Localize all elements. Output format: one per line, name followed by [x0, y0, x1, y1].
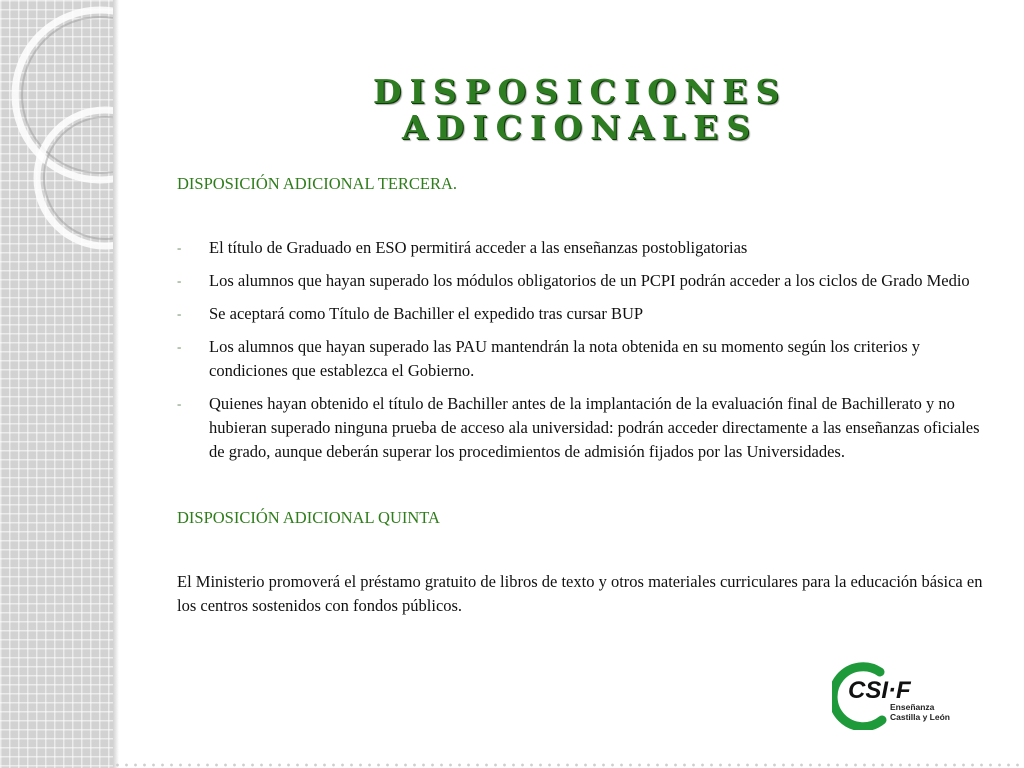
section-paragraph: El Ministerio promoverá el préstamo gratuito de libros de texto y otros materiales curriculares para la educación básica en los centros sostenidos con fondos públicos. — [177, 572, 983, 615]
slide-title-line1: DISPOSICIONES — [372, 72, 788, 112]
logo-caption — [890, 702, 950, 722]
side-panel-shadow — [113, 0, 119, 768]
section-heading-quinta: DISPOSICIÓN ADICIONAL QUINTA — [177, 508, 440, 527]
dash-bullet-icon: - — [177, 273, 182, 288]
bottom-dotted-border — [113, 762, 1024, 768]
list-item-text: Los alumnos que hayan superado los módulos obligatorios de un PCPI podrán acceder a los ciclos de Grado Medio — [209, 271, 970, 290]
slide-title — [260, 74, 900, 146]
decorative-side-panel — [0, 0, 113, 768]
csif-logo — [832, 662, 956, 730]
section-heading-tercera: DISPOSICIÓN ADICIONAL TERCERA. — [177, 174, 458, 193]
dash-bullet-icon: - — [177, 339, 182, 354]
list-item-text: Se aceptará como Título de Bachiller el expedido tras cursar BUP — [209, 304, 644, 323]
list-item — [177, 335, 992, 383]
logo-caption-line2: Castilla y León — [890, 712, 950, 722]
logo-brand-text: CSI·F — [848, 677, 911, 704]
bullet-list — [177, 236, 992, 464]
list-item-text: Los alumnos que hayan superado las PAU mantendrán la nota obtenida en su momento según los criterios y condiciones que establezca el Gobierno. — [209, 337, 921, 380]
dash-bullet-icon: - — [177, 396, 182, 411]
list-item — [177, 269, 992, 293]
slide-title-line2: ADICIONALES — [401, 108, 759, 148]
dash-bullet-icon: - — [177, 240, 182, 255]
slide-content — [177, 172, 992, 618]
list-item-text: Quienes hayan obtenido el título de Bachiller antes de la implantación de la evaluación final de Bachillerato y no hubieran superado ninguna prueba de acceso ala universidad: podrán acceder directamente a las enseñanzas oficiales de grado, aunque deberán superar los procedimientos de admisión fijados por las Universidades. — [209, 394, 980, 461]
dash-bullet-icon: - — [177, 306, 182, 321]
list-item — [177, 392, 992, 464]
logo-caption-line1: Enseñanza — [890, 702, 935, 712]
decorative-rings-icon — [0, 0, 113, 768]
list-item — [177, 302, 992, 326]
list-item — [177, 236, 992, 260]
list-item-text: El título de Graduado en ESO permitirá acceder a las enseñanzas postobligatorias — [209, 238, 748, 257]
